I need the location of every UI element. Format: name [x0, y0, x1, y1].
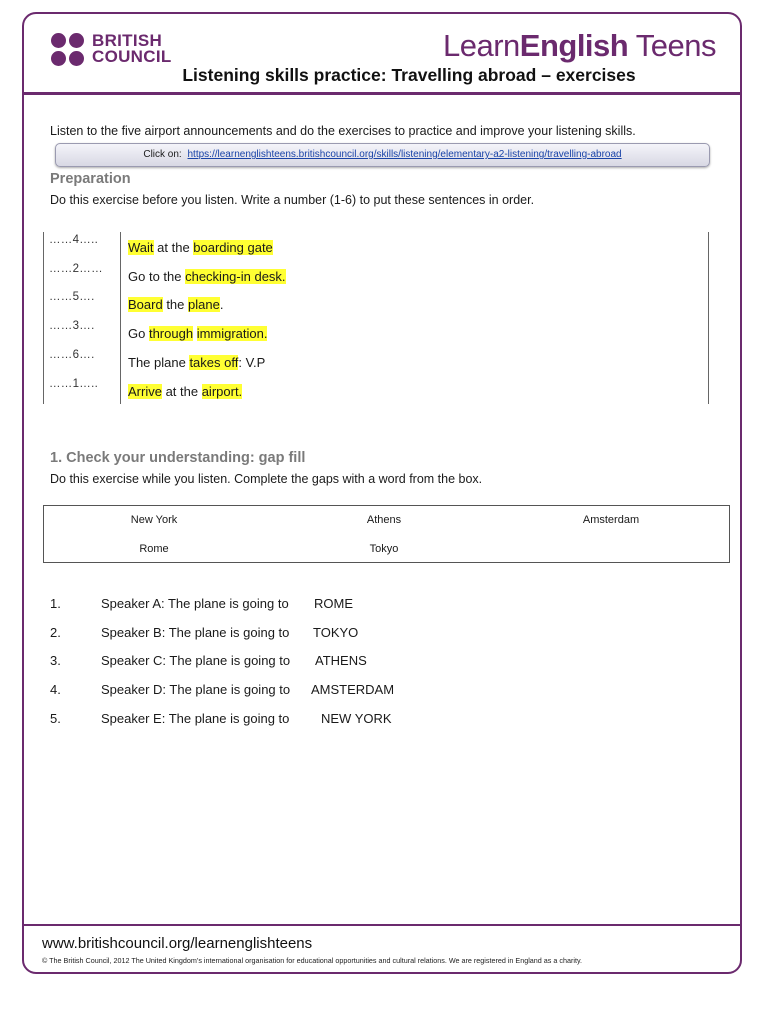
order-number: ……6…. [49, 348, 95, 361]
box-word: Athens [366, 514, 402, 526]
order-row [44, 234, 708, 258]
question-text: Speaker A: The plane is going to [101, 596, 289, 611]
footer-divider [24, 924, 742, 926]
order-row [44, 291, 708, 315]
box-word: New York [130, 514, 178, 526]
question-text: Speaker B: The plane is going to [101, 624, 290, 640]
sentence-text: Go to the [128, 268, 186, 284]
question-number: 1. [50, 596, 61, 611]
gapfill-instruction: Do this exercise while you listen. Complete the gaps with a word from the box. [50, 472, 483, 486]
bc-logo-line2: COUNCIL [92, 47, 172, 66]
box-word: Amsterdam [582, 514, 640, 526]
gapfill-heading: 1. Check your understanding: gap fill [50, 450, 306, 466]
highlighted-text: Wait [128, 240, 154, 255]
question-number: 5. [50, 710, 61, 726]
question-answer: ATHENS [315, 653, 367, 669]
question-answer: AMSTERDAM [311, 682, 395, 698]
highlighted-text: boarding gate [193, 240, 273, 255]
sentence-text: at the [153, 240, 194, 255]
box-word: Rome [139, 543, 169, 555]
question-number: 2. [50, 624, 61, 640]
footer-copyright: © The British Council, 2012 The United Kingdom’s international organisation for educational opportunities and cultural relations. We are registered in England as a charity. [42, 956, 583, 965]
header-divider [24, 92, 742, 95]
highlighted-text: Board [128, 297, 163, 313]
word-box [43, 505, 730, 563]
order-number: ……1….. [49, 377, 99, 390]
sentence-text: at the [161, 383, 202, 399]
preparation-heading: Preparation [50, 171, 131, 187]
order-number: ……4….. [49, 234, 99, 246]
click-label: Click on: [143, 149, 182, 160]
question-answer: NEW YORK [321, 710, 392, 726]
order-number: ……3…. [49, 320, 95, 333]
question-text: Speaker D: The plane is going to [101, 682, 291, 698]
order-sentence [128, 269, 286, 284]
order-sentence [128, 297, 223, 312]
exercise-link[interactable]: https://learnenglishteens.britishcouncil.org/skills/listening/elementary-a2-listening/travelling-abroad [187, 149, 622, 160]
sentence-text: The plane [128, 354, 190, 370]
order-sentence [128, 355, 265, 370]
order-row [44, 263, 708, 287]
question-answer: ROME [314, 596, 353, 611]
box-word: Tokyo [369, 543, 399, 555]
order-number: ……5…. [49, 291, 95, 304]
question-number: 3. [50, 653, 61, 669]
order-number: ……2…… [49, 262, 103, 275]
page-title: Listening skills practice: Travelling abroad – exercises [182, 65, 636, 85]
order-row [44, 378, 708, 402]
order-sentence [128, 384, 242, 399]
question-text: Speaker C: The plane is going to [101, 653, 291, 669]
link-bar [55, 143, 710, 167]
sentence-text: Go [128, 326, 149, 342]
intro-text: Listen to the five airport announcements and do the exercises to practice and improve your listening skills. [50, 124, 636, 138]
question-text: Speaker E: The plane is going to [101, 710, 290, 726]
highlighted-text: Arrive [128, 383, 162, 399]
highlighted-text: through [148, 326, 194, 342]
highlighted-text: checking-in desk. [185, 268, 286, 284]
sentence-text: the [162, 297, 188, 313]
order-sentence [128, 240, 273, 255]
order-row [44, 349, 708, 373]
bc-logo-line1: BRITISH [92, 31, 163, 50]
learnenglish-teens-logo: LearnEnglish Teens [442, 28, 716, 63]
highlighted-text: airport. [201, 383, 243, 399]
question-number: 4. [50, 682, 61, 698]
order-row [44, 320, 708, 344]
sentence-text: . [219, 297, 224, 313]
ordering-table [43, 232, 709, 404]
question-answer: TOKYO [313, 624, 359, 640]
preparation-instruction: Do this exercise before you listen. Write a number (1-6) to put these sentences in order. [50, 193, 535, 207]
sentence-text: : V.P [238, 354, 266, 370]
footer-url[interactable]: www.britishcouncil.org/learnenglishteens [42, 935, 313, 952]
british-council-dots-icon [50, 32, 88, 68]
order-sentence [128, 326, 267, 341]
highlighted-text: immigration. [196, 326, 268, 342]
highlighted-text: takes off [189, 354, 239, 370]
highlighted-text: plane [188, 297, 220, 313]
